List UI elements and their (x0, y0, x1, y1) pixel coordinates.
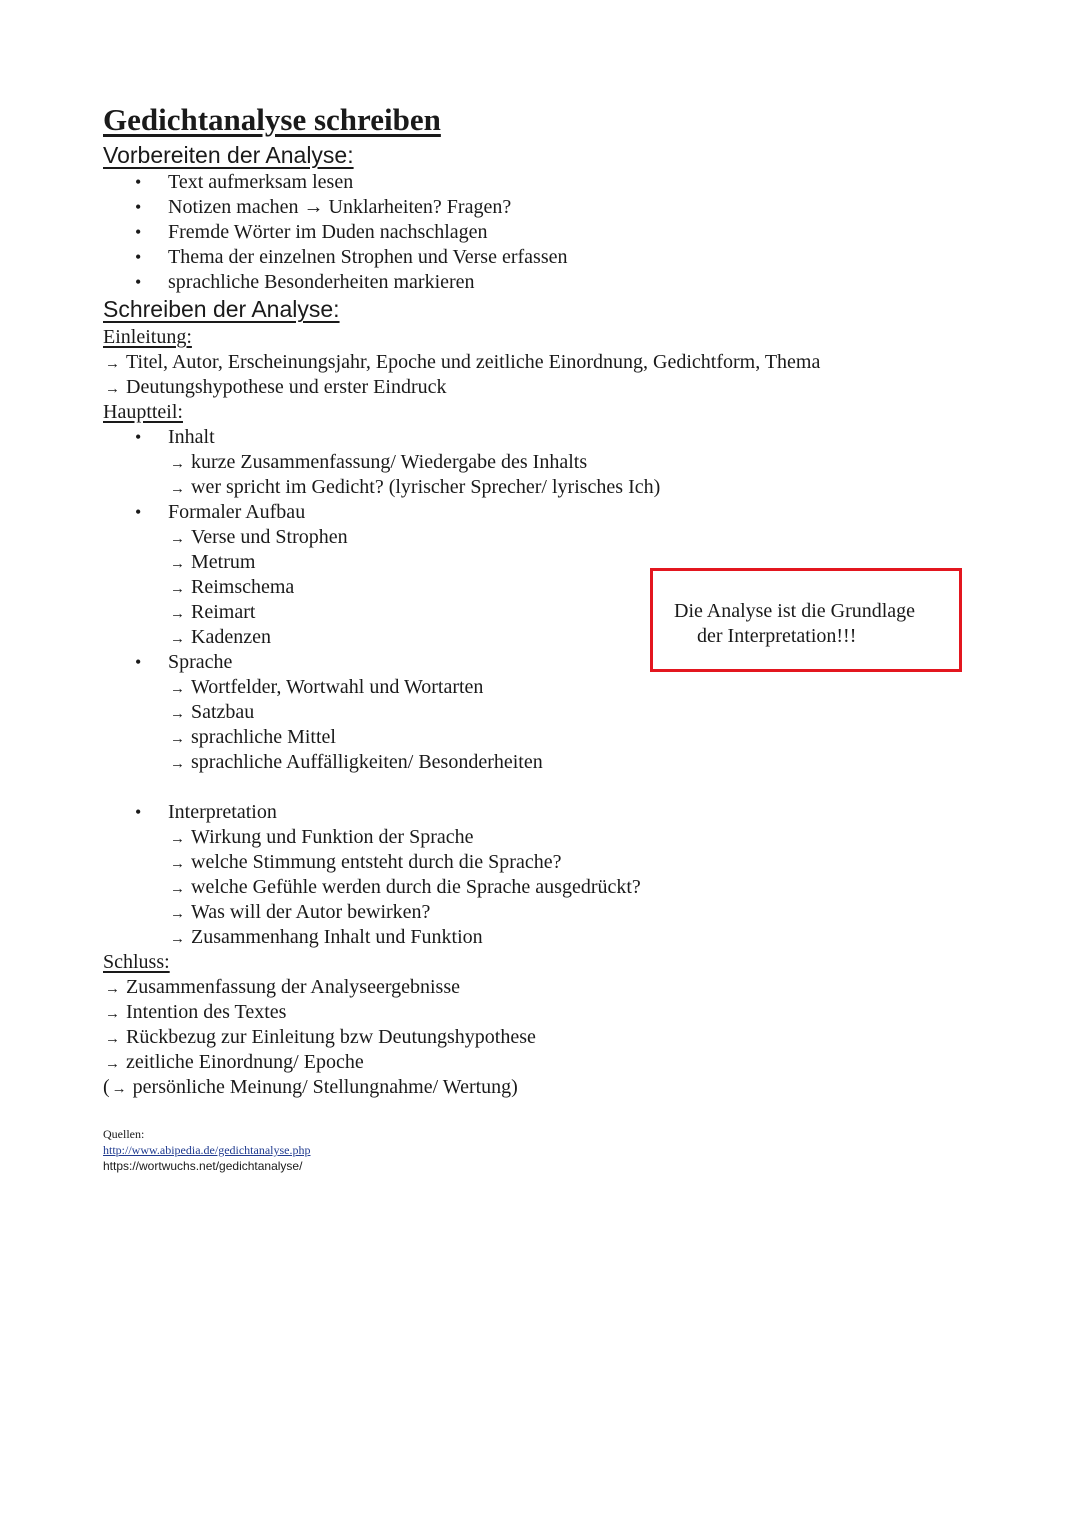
arrow-icon: → (105, 1031, 120, 1047)
bullet-marker: • (135, 652, 142, 672)
group-label-sprache: Sprache (168, 651, 233, 673)
list-item-text: Intention des Textes (126, 1001, 287, 1023)
list-item: sprachliche Besonderheiten markieren (168, 271, 475, 293)
arrow-icon: → (170, 456, 185, 472)
subheading-einleitung: Einleitung: (103, 326, 192, 348)
list-item-text: Metrum (191, 551, 256, 573)
bullet-marker: • (135, 502, 142, 522)
list-item (170, 851, 561, 874)
arrow-icon: → (170, 706, 185, 722)
list-item-text: Reimschema (191, 576, 295, 598)
list-item (170, 526, 348, 549)
list-item-text: Zusammenfassung der Analyseergebnisse (126, 976, 460, 998)
list-item-text: Wortfelder, Wortwahl und Wortarten (191, 676, 484, 698)
list-item-text: Satzbau (191, 701, 255, 723)
list-item-text: sprachliche Mittel (191, 726, 336, 748)
arrow-icon: → (105, 356, 120, 372)
list-item (170, 626, 271, 649)
list-item (170, 926, 483, 949)
list-item-text: zeitliche Einordnung/ Epoche (126, 1051, 364, 1073)
arrow-icon: → (105, 981, 120, 997)
section-heading-schreiben: Schreiben der Analyse: (103, 296, 340, 322)
list-item (170, 876, 641, 899)
bullet-marker: • (135, 197, 142, 217)
list-item-text: Reimart (191, 601, 256, 623)
arrow-icon: → (170, 581, 185, 597)
arrow-icon: → (170, 731, 185, 747)
arrow-icon: → (105, 1056, 120, 1072)
list-item: Fremde Wörter im Duden nachschlagen (168, 221, 488, 243)
page-title: Gedichtanalyse schreiben (103, 102, 441, 137)
list-item (170, 726, 336, 749)
list-item (170, 901, 430, 924)
arrow-icon: → (170, 906, 185, 922)
list-item (170, 826, 473, 849)
arrow-icon: → (170, 531, 185, 547)
list-item-text: kurze Zusammenfassung/ Wiedergabe des Inhalts (191, 451, 588, 473)
list-item (170, 701, 254, 724)
arrow-icon: → (105, 1006, 120, 1022)
sources-label: Quellen: (103, 1127, 145, 1141)
arrow-icon: → (170, 481, 185, 497)
list-item (170, 451, 587, 474)
list-item (105, 976, 460, 999)
list-item-text: welche Gefühle werden durch die Sprache ausgedrückt? (191, 876, 641, 898)
list-item-optional (103, 1076, 518, 1099)
list-item (170, 551, 255, 574)
arrow-icon: → (170, 681, 185, 697)
list-item-text: Verse und Strophen (191, 526, 348, 548)
bullet-marker: • (135, 247, 142, 267)
subheading-schluss: Schluss: (103, 951, 170, 973)
bullet-marker: • (135, 272, 142, 292)
list-item (105, 351, 820, 374)
list-item (170, 476, 660, 499)
list-item-text: Rückbezug zur Einleitung bzw Deutungshypothese (126, 1026, 536, 1048)
note-text-line-1: Die Analyse ist die Grundlage (674, 600, 916, 622)
arrow-icon: → (170, 856, 185, 872)
list-item (170, 601, 255, 624)
group-label-interpretation: Interpretation (168, 801, 277, 823)
list-item (105, 1001, 286, 1024)
list-item-text: Zusammenhang Inhalt und Funktion (191, 926, 483, 948)
list-item-text: Was will der Autor bewirken? (191, 901, 431, 923)
arrow-icon: → (105, 381, 120, 397)
arrow-icon: → (170, 931, 185, 947)
bullet-marker: • (135, 427, 142, 447)
list-item-text: wer spricht im Gedicht? (lyrischer Sprecher/ lyrisches Ich) (191, 476, 661, 498)
source-text: https://wortwuchs.net/gedichtanalyse/ (103, 1159, 303, 1173)
bullet-marker: • (135, 222, 142, 242)
bullet-marker: • (135, 172, 142, 192)
arrow-icon: → (170, 606, 185, 622)
list-item-text: Wirkung und Funktion der Sprache (191, 826, 474, 848)
list-item-text: Deutungshypothese und erster Eindruck (126, 376, 447, 398)
arrow-icon: → (170, 881, 185, 897)
list-item (105, 376, 446, 399)
list-item (105, 1026, 536, 1049)
group-label-inhalt: Inhalt (168, 426, 215, 448)
list-item-text: sprachliche Auffälligkeiten/ Besonderheiten (191, 751, 543, 773)
arrow-icon: → (170, 831, 185, 847)
note-text-line-2: der Interpretation!!! (697, 625, 857, 647)
list-item (105, 1051, 364, 1074)
list-item (170, 576, 294, 599)
source-link[interactable]: http://www.abipedia.de/gedichtanalyse.php (103, 1143, 311, 1157)
arrow-icon: → (111, 1081, 127, 1097)
list-item: Text aufmerksam lesen (168, 171, 354, 193)
list-item-text: Titel, Autor, Erscheinungsjahr, Epoche und zeitliche Einordnung, Gedichtform, Thema (126, 351, 821, 373)
list-item (170, 751, 543, 774)
group-label-formaler-aufbau: Formaler Aufbau (168, 501, 306, 523)
list-item-text: Kadenzen (191, 626, 271, 648)
list-item: Notizen machen → Unklarheiten? Fragen? (168, 196, 512, 218)
arrow-icon: → (170, 556, 185, 572)
subheading-hauptteil: Hauptteil: (103, 401, 183, 423)
list-item (170, 676, 483, 699)
bullet-marker: • (135, 802, 142, 822)
arrow-icon: → (170, 756, 185, 772)
arrow-icon: → (170, 631, 185, 647)
list-item-text: welche Stimmung entsteht durch die Sprache? (191, 851, 562, 873)
paren-open: ( (103, 1076, 110, 1098)
list-item-text: persönliche Meinung/ Stellungnahme/ Wertung) (132, 1076, 518, 1098)
section-heading-vorbereiten: Vorbereiten der Analyse: (103, 142, 354, 168)
list-item: Thema der einzelnen Strophen und Verse erfassen (168, 246, 568, 268)
